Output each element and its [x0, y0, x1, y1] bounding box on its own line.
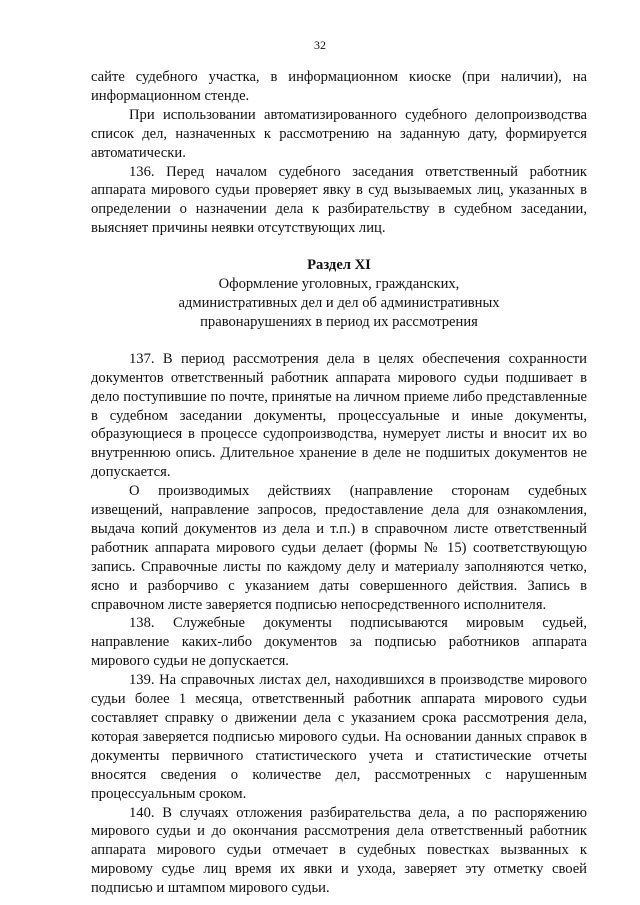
paragraph-136: 136. Перед началом судебного заседания ответственный работник аппарата мирового судьи проверяет явку в суд вызываемых лиц, указанных в определении о назначении дела к разбирательству в судебном заседании, выясняет причины неявки отсутствующих лиц.	[91, 163, 587, 237]
section-title: Раздел XI	[307, 257, 371, 274]
document-body	[91, 68, 587, 898]
paragraph-actions: О производимых действиях (направление сторонам судебных извещений, направление запросов, предоставление дела для ознакомления, выдача копий документов из дела и т.п.) в справочном листе ответственный работник аппарата мирового судьи делает (формы № 15) соответствующую запись. Справочные листы по каждому делу и материалу заполняются четко, ясно и разборчиво с указанием даты совершенного действия. Запись в справочном листе заверяется подписью непосредственного исполнителя.	[91, 483, 587, 613]
section-subtitle-line: правонарушениях в период их рассмотрения	[200, 313, 478, 330]
paragraph-automation: При использовании автоматизированного судебного делопроизводства список дел, назначенных к рассмотрению на заданную дату, формируется автоматически.	[91, 106, 587, 161]
page-number: 32	[314, 38, 326, 52]
paragraph-137: 137. В период рассмотрения дела в целях обеспечения сохранности документов ответственный работник аппарата мирового судьи подшивает в дело поступившие по почте, принятые на личном приеме либо представленные в судебном заседании документы, процессуальные и иные документы, образующиеся в процессе судопроизводства, нумерует листы и вносит их во внутреннюю опись. Длительное хранение в деле не подшитых документов не допускается.	[91, 350, 587, 481]
paragraph-continuation: сайте судебного участка, в информационном киоске (при наличии), на информационном стенде.	[91, 69, 587, 104]
paragraph-138: 138. Служебные документы подписываются мировым судьей, направление каких-либо документов за подписью работников аппарата мирового судьи не допускается.	[91, 615, 587, 670]
section-subtitle	[91, 275, 587, 332]
paragraph-140: 140. В случаях отложения разбирательства дела, а по распоряжению мирового судьи и до окончания рассмотрения дела ответственный работник аппарата мирового судьи отмечает в судебных повестках вызванных к мировому судье лиц время их явки и ухода, заверяет эту отметку своей подписью и штампом мирового судьи.	[91, 804, 587, 897]
section-subtitle-line: административных дел и дел об административных	[178, 294, 500, 311]
section-subtitle-line: Оформление уголовных, гражданских,	[218, 276, 460, 293]
paragraph-139: 139. На справочных листах дел, находившихся в производстве мирового судьи более 1 месяца, ответственный работник аппарата мирового судьи составляет справку о движении дела с указанием срока рассмотрения дела, которая заверяется подписью мирового судьи. На основании данных справок в документы первичного статистического учета и статистические отчеты вносятся сведения о количестве дел, рассмотренных с нарушенным процессуальным сроком.	[91, 672, 587, 802]
